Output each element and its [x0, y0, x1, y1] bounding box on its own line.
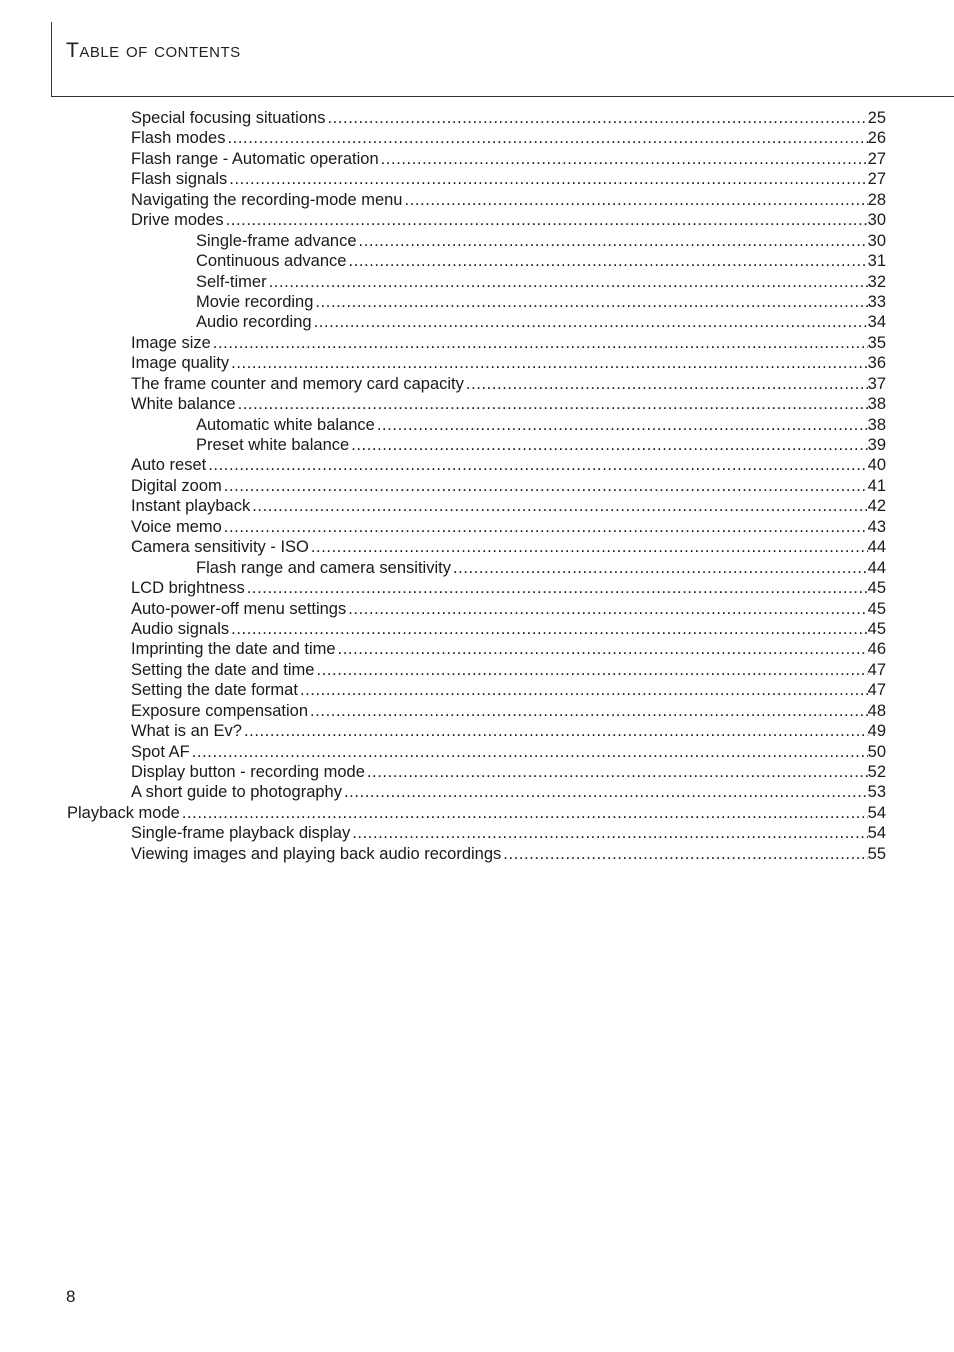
toc-entry-title: The frame counter and memory card capacity [131, 374, 464, 393]
toc-entry-page: 37 [867, 374, 886, 393]
toc-entry-title: Instant playback [131, 497, 251, 516]
toc-entry-page: 38 [867, 395, 886, 414]
toc-entry-page: 52 [867, 763, 886, 781]
toc-dot-leader [229, 169, 867, 189]
toc-entry-page: 28 [867, 190, 886, 209]
toc-entry-title: Audio signals [131, 619, 230, 638]
toc-dot-leader [367, 762, 868, 782]
toc-entry[interactable] [131, 844, 886, 864]
toc-dot-leader [244, 721, 868, 741]
toc-entry[interactable] [131, 476, 886, 496]
toc-entry-page: 50 [867, 742, 886, 761]
toc-entry-title: Continuous advance [196, 252, 347, 271]
toc-dot-leader [352, 823, 867, 843]
toc-entry[interactable] [131, 517, 886, 537]
toc-entry-title: Viewing images and playing back audio recordings [131, 844, 502, 863]
toc-entry[interactable] [131, 353, 886, 373]
toc-dot-leader [503, 844, 867, 864]
toc-entry-page: 27 [867, 170, 886, 189]
toc-entry-title: Playback mode [67, 803, 180, 822]
toc-entry-title: A short guide to photography [131, 783, 342, 802]
toc-dot-leader [231, 619, 867, 639]
toc-entry[interactable] [196, 312, 886, 332]
toc-entry[interactable] [131, 782, 886, 802]
toc-entry[interactable] [131, 190, 886, 210]
toc-dot-leader [310, 701, 868, 721]
toc-entry-page: 30 [867, 211, 886, 230]
toc-entry-title: Spot AF [131, 742, 190, 761]
toc-entry-title: Special focusing situations [131, 109, 326, 127]
toc-entry-title: Image quality [131, 354, 230, 373]
toc-dot-leader [351, 435, 867, 455]
toc-entry-title: Single-frame playback display [131, 824, 351, 843]
toc-entry-page: 54 [867, 824, 886, 843]
toc-entry-title: Digital zoom [131, 476, 222, 495]
toc-entry-page: 38 [867, 415, 886, 434]
toc-entry-page: 36 [867, 354, 886, 373]
toc-entry-page: 42 [867, 497, 886, 516]
toc-entry-page: 45 [867, 619, 886, 638]
toc-entry[interactable] [131, 578, 886, 598]
toc-entry-page: 53 [867, 783, 886, 802]
toc-entry[interactable] [131, 721, 886, 741]
toc-entry-title: Flash signals [131, 170, 228, 189]
toc-entry[interactable] [196, 435, 886, 455]
toc-entry[interactable] [196, 292, 886, 312]
toc-entry-title: Flash modes [131, 129, 226, 148]
toc-dot-leader [269, 272, 868, 292]
toc-dot-leader [316, 660, 867, 680]
toc-entry-title: LCD brightness [131, 579, 245, 598]
toc-entry-title: Auto reset [131, 456, 207, 475]
toc-entry-page: 55 [867, 844, 886, 863]
toc-entry-page: 25 [867, 109, 886, 127]
toc-entry-page: 30 [867, 231, 886, 250]
header-horizontal-rule [51, 96, 954, 97]
toc-dot-leader [208, 455, 867, 475]
toc-entry-page: 34 [867, 313, 886, 332]
toc-entry-title: Setting the date and time [131, 660, 315, 679]
toc-entry[interactable] [131, 128, 886, 148]
toc-entry[interactable] [131, 762, 886, 782]
toc-dot-leader [224, 476, 868, 496]
toc-dot-leader [227, 128, 867, 148]
toc-entry-title: What is an Ev? [131, 722, 242, 741]
toc-entry-page: 33 [867, 292, 886, 311]
toc-dot-leader [311, 537, 868, 557]
toc-entry-title: Flash range - Automatic operation [131, 149, 379, 168]
toc-entry[interactable] [131, 333, 886, 353]
toc-entry[interactable] [131, 701, 886, 721]
toc-entry-title: Exposure compensation [131, 701, 309, 720]
table-of-contents [0, 108, 886, 864]
toc-entry[interactable] [131, 374, 886, 394]
toc-entry[interactable] [131, 496, 886, 516]
toc-dot-leader [192, 742, 868, 762]
toc-entry-title: Flash range and camera sensitivity [196, 558, 451, 577]
toc-entry-page: 32 [867, 272, 886, 291]
toc-dot-leader [182, 803, 868, 823]
toc-dot-leader [224, 517, 868, 537]
toc-entry-title: Display button - recording mode [131, 763, 365, 781]
header-vertical-rule [51, 22, 52, 96]
toc-dot-leader [453, 558, 868, 578]
toc-dot-leader [381, 149, 868, 169]
toc-list [0, 108, 886, 864]
toc-dot-leader [252, 496, 867, 516]
toc-dot-leader [226, 210, 868, 230]
toc-entry[interactable] [196, 251, 886, 271]
toc-entry-page: 26 [867, 129, 886, 148]
toc-dot-leader [231, 353, 868, 373]
toc-entry-title: Voice memo [131, 517, 222, 536]
toc-dot-leader [213, 333, 868, 353]
toc-entry-title: Camera sensitivity - ISO [131, 538, 309, 557]
toc-entry[interactable] [131, 210, 886, 230]
toc-dot-leader [405, 190, 868, 210]
toc-dot-leader [238, 394, 868, 414]
toc-entry[interactable] [131, 599, 886, 619]
toc-entry-page: 49 [867, 722, 886, 741]
toc-entry-page: 35 [867, 333, 886, 352]
toc-dot-leader [348, 599, 867, 619]
toc-dot-leader [466, 374, 868, 394]
toc-entry[interactable] [131, 149, 886, 169]
toc-entry-title: Setting the date format [131, 681, 298, 700]
toc-entry-title: Automatic white balance [196, 415, 375, 434]
toc-entry-page: 47 [867, 660, 886, 679]
toc-entry-page: 43 [867, 517, 886, 536]
toc-entry[interactable] [131, 169, 886, 189]
toc-dot-leader [315, 292, 867, 312]
toc-dot-leader [300, 680, 868, 700]
toc-entry[interactable] [67, 803, 886, 823]
toc-entry-page: 41 [867, 476, 886, 495]
toc-entry-page: 47 [867, 681, 886, 700]
toc-entry[interactable] [131, 619, 886, 639]
page-title: Table of contents [66, 39, 241, 62]
toc-entry-page: 54 [867, 803, 886, 822]
toc-entry-title: Image size [131, 333, 211, 352]
toc-entry-title: White balance [131, 395, 236, 414]
toc-entry[interactable] [196, 272, 886, 292]
toc-entry-page: 48 [867, 701, 886, 720]
toc-entry-title: Imprinting the date and time [131, 640, 336, 659]
toc-entry-page: 45 [867, 579, 886, 598]
toc-entry[interactable] [131, 680, 886, 700]
toc-entry-title: Single-frame advance [196, 231, 357, 250]
toc-entry[interactable] [131, 639, 886, 659]
toc-dot-leader [314, 312, 868, 332]
toc-entry-page: 46 [867, 640, 886, 659]
toc-entry-page: 45 [867, 599, 886, 618]
page-number: 8 [66, 1287, 76, 1306]
toc-entry[interactable] [131, 823, 886, 843]
toc-entry-page: 40 [867, 456, 886, 475]
toc-entry[interactable] [131, 455, 886, 475]
toc-entry-title: Audio recording [196, 313, 312, 332]
toc-dot-leader [338, 639, 868, 659]
toc-entry[interactable] [131, 537, 886, 557]
toc-entry[interactable] [131, 394, 886, 414]
toc-entry-page: 31 [867, 252, 886, 271]
toc-entry-title: Drive modes [131, 211, 224, 230]
toc-dot-leader [327, 108, 867, 128]
toc-entry-page: 27 [867, 149, 886, 168]
toc-entry-title: Auto-power-off menu settings [131, 599, 347, 618]
toc-entry-title: Navigating the recording-mode menu [131, 190, 403, 209]
toc-entry-page: 39 [867, 436, 886, 454]
toc-entry-page: 44 [867, 558, 886, 577]
toc-entry-title: Self-timer [196, 272, 267, 291]
toc-dot-leader [247, 578, 868, 598]
toc-dot-leader [377, 415, 868, 435]
toc-entry[interactable] [196, 231, 886, 251]
toc-dot-leader [344, 782, 868, 802]
toc-entry-title: Preset white balance [196, 436, 350, 454]
toc-entry-page: 44 [867, 538, 886, 557]
toc-entry[interactable] [131, 108, 886, 128]
toc-dot-leader [359, 231, 868, 251]
toc-entry[interactable] [196, 558, 886, 578]
toc-entry[interactable] [131, 742, 886, 762]
toc-entry-title: Movie recording [196, 292, 314, 311]
toc-entry[interactable] [131, 660, 886, 680]
toc-dot-leader [348, 251, 867, 271]
toc-entry[interactable] [196, 415, 886, 435]
